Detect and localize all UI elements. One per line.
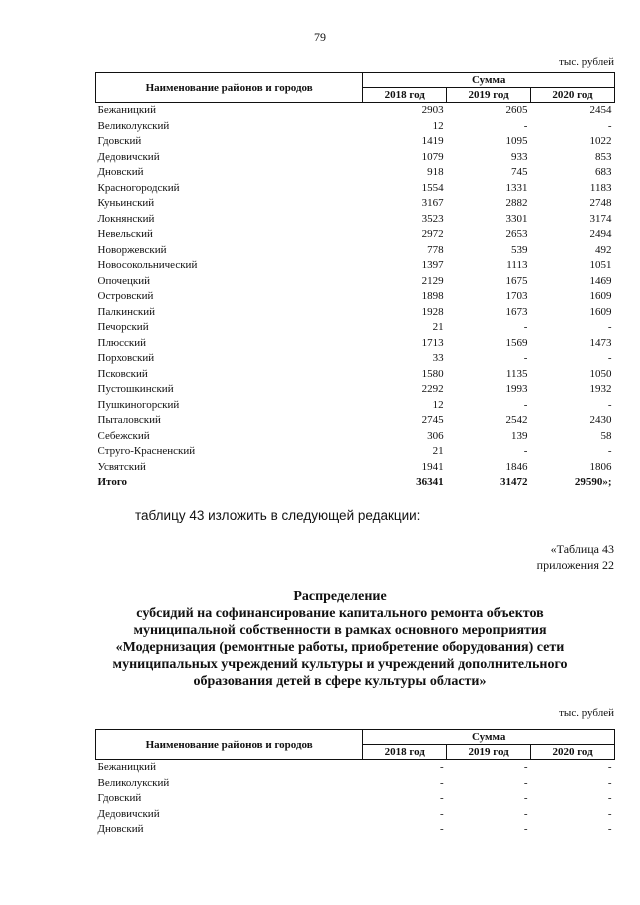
table1-header-year: 2019 год bbox=[447, 88, 531, 103]
district-name: Печорский bbox=[97, 321, 149, 334]
table2-header-year: 2018 год bbox=[363, 745, 447, 760]
amount-cell: 1898 bbox=[421, 290, 444, 303]
district-name: Струго-Красненский bbox=[97, 445, 196, 458]
amount-cell: 2653 bbox=[505, 228, 528, 241]
amount-cell: 1183 bbox=[589, 181, 612, 194]
amount-cell: 1050 bbox=[589, 367, 612, 380]
district-name: Великолукский bbox=[97, 119, 170, 132]
amount-cell: 2745 bbox=[421, 414, 444, 427]
amount-cell: 1928 bbox=[421, 305, 444, 318]
table-row bbox=[96, 444, 615, 460]
district-name: Порховский bbox=[97, 352, 155, 365]
amount-cell: 3523 bbox=[421, 212, 444, 225]
amount-cell: 2454 bbox=[589, 104, 612, 117]
amount-cell: 2292 bbox=[421, 383, 444, 396]
amount-cell: - bbox=[607, 445, 612, 458]
amount-cell: 1022 bbox=[589, 135, 612, 148]
table-row bbox=[96, 382, 615, 398]
amount-cell: - bbox=[607, 352, 612, 365]
table1-body bbox=[96, 103, 615, 491]
table1-header-year: 2018 год bbox=[363, 88, 447, 103]
document-heading bbox=[60, 588, 620, 690]
amount-cell: 778 bbox=[427, 243, 444, 256]
amount-cell: - bbox=[607, 823, 612, 836]
table-row bbox=[96, 150, 615, 166]
total-label: Итого bbox=[97, 476, 128, 489]
district-name: Бежаницкий bbox=[97, 761, 156, 774]
amount-cell: 1993 bbox=[505, 383, 528, 396]
amount-cell: 1569 bbox=[505, 336, 528, 349]
amount-cell: 1397 bbox=[421, 259, 444, 272]
amount-cell: 1473 bbox=[589, 336, 612, 349]
district-name: Новоржевский bbox=[97, 243, 167, 256]
table2-body bbox=[96, 760, 615, 838]
amount-cell: 1846 bbox=[505, 460, 528, 473]
table-row bbox=[96, 822, 615, 838]
amount-cell: - bbox=[523, 807, 528, 820]
table-row bbox=[96, 181, 615, 197]
amount-cell: 2972 bbox=[421, 228, 444, 241]
amount-cell: 1331 bbox=[505, 181, 528, 194]
amount-cell: 2129 bbox=[421, 274, 444, 287]
district-name: Пыталовский bbox=[97, 414, 161, 427]
table-label bbox=[537, 541, 614, 573]
amount-cell: 918 bbox=[427, 166, 444, 179]
district-name: Невельский bbox=[97, 228, 153, 241]
amount-cell: - bbox=[440, 792, 444, 805]
district-name: Усвятский bbox=[97, 460, 146, 473]
amount-cell: - bbox=[607, 119, 612, 132]
table-row bbox=[96, 258, 615, 274]
amount-cell: - bbox=[523, 321, 528, 334]
table-row bbox=[96, 212, 615, 228]
table-row bbox=[96, 398, 615, 414]
amount-cell: 1419 bbox=[421, 135, 444, 148]
table-row bbox=[96, 289, 615, 305]
amount-cell: 21 bbox=[432, 321, 444, 334]
district-name: Плюсский bbox=[97, 336, 147, 349]
amount-cell: - bbox=[523, 823, 528, 836]
amount-cell: - bbox=[523, 119, 528, 132]
district-name: Дедовичский bbox=[97, 807, 160, 820]
amount-cell: - bbox=[523, 761, 528, 774]
amount-cell: 1932 bbox=[589, 383, 612, 396]
heading-line: субсидий на софинансирование капитального ремонта объектов bbox=[136, 606, 544, 621]
total-amount: 31472 bbox=[499, 476, 528, 489]
table1-header-name: Наименование районов и городов bbox=[96, 73, 363, 103]
amount-cell: 3174 bbox=[589, 212, 612, 225]
amount-cell: - bbox=[607, 321, 612, 334]
table-row bbox=[96, 807, 615, 823]
amount-cell: 2430 bbox=[589, 414, 612, 427]
amount-cell: 1469 bbox=[589, 274, 612, 287]
table-row bbox=[96, 134, 615, 150]
amount-cell: 2494 bbox=[589, 228, 612, 241]
table1-header-year: 2020 год bbox=[530, 88, 614, 103]
table-row bbox=[96, 227, 615, 243]
amount-cell: - bbox=[607, 398, 612, 411]
district-name: Куньинский bbox=[97, 197, 155, 210]
table2-header-year: 2019 год bbox=[447, 745, 531, 760]
amount-cell: - bbox=[523, 445, 528, 458]
amount-cell: 1675 bbox=[505, 274, 528, 287]
amount-cell: 1806 bbox=[589, 460, 612, 473]
amount-cell: 3301 bbox=[505, 212, 528, 225]
table-row bbox=[96, 103, 615, 119]
amount-cell: 1554 bbox=[421, 181, 444, 194]
district-name: Новосокольнический bbox=[97, 259, 198, 272]
heading-line: «Модернизация (ремонтные работы, приобретение оборудования) сети bbox=[115, 640, 565, 655]
total-amount: 29590»; bbox=[574, 476, 612, 489]
amount-cell: 933 bbox=[510, 150, 528, 163]
amount-cell: 306 bbox=[427, 429, 444, 442]
amount-cell: - bbox=[440, 823, 444, 836]
table-label-line: «Таблица 43 bbox=[550, 542, 614, 556]
table2-units: тыс. рублей bbox=[559, 707, 614, 719]
amount-cell: 3167 bbox=[421, 197, 444, 210]
table-row bbox=[96, 429, 615, 445]
amount-cell: - bbox=[523, 792, 528, 805]
amount-cell: - bbox=[440, 776, 444, 789]
table-row bbox=[96, 791, 615, 807]
amendment-paragraph: таблицу 43 изложить в следующей редакции: bbox=[135, 508, 421, 523]
district-name: Опочецкий bbox=[97, 274, 150, 287]
amount-cell: - bbox=[440, 761, 444, 774]
total-row bbox=[96, 475, 615, 491]
amount-cell: 139 bbox=[510, 429, 528, 442]
table-row bbox=[96, 351, 615, 367]
amount-cell: 1095 bbox=[505, 135, 528, 148]
table2-header-year: 2020 год bbox=[531, 745, 615, 760]
table-row bbox=[96, 196, 615, 212]
table2 bbox=[95, 729, 615, 838]
amount-cell: 2542 bbox=[505, 414, 528, 427]
amount-cell: 1703 bbox=[505, 290, 528, 303]
amount-cell: 1113 bbox=[506, 259, 528, 272]
heading-line: образования детей в сфере культуры области» bbox=[193, 674, 487, 689]
district-name: Себежский bbox=[97, 429, 150, 442]
heading-line: муниципальных учреждений культуры и учреждений дополнительного bbox=[112, 657, 568, 672]
amount-cell: 683 bbox=[595, 166, 612, 179]
amount-cell: 2903 bbox=[421, 104, 444, 117]
district-name: Великолукский bbox=[97, 776, 170, 789]
district-name: Гдовский bbox=[97, 135, 142, 148]
district-name: Пушкиногорский bbox=[97, 398, 180, 411]
amount-cell: 1609 bbox=[589, 305, 612, 318]
table2-header-name: Наименование районов и городов bbox=[96, 730, 363, 760]
table-row bbox=[96, 274, 615, 290]
amount-cell: 58 bbox=[600, 429, 612, 442]
amount-cell: 33 bbox=[432, 352, 444, 365]
amount-cell: 1713 bbox=[421, 336, 444, 349]
table-row bbox=[96, 165, 615, 181]
district-name: Гдовский bbox=[97, 792, 142, 805]
district-name: Бежаницкий bbox=[97, 104, 156, 117]
table-row bbox=[96, 320, 615, 336]
amount-cell: 1135 bbox=[505, 367, 528, 380]
district-name: Дедовичский bbox=[97, 150, 160, 163]
amount-cell: - bbox=[440, 807, 444, 820]
district-name: Локнянский bbox=[97, 212, 155, 225]
amount-cell: - bbox=[523, 352, 528, 365]
district-name: Островский bbox=[97, 290, 154, 303]
heading-line: Распределение bbox=[293, 589, 387, 604]
amount-cell: 1673 bbox=[505, 305, 528, 318]
table-row bbox=[96, 413, 615, 429]
amount-cell: - bbox=[607, 807, 612, 820]
amount-cell: - bbox=[523, 776, 528, 789]
district-name: Пустошкинский bbox=[97, 383, 174, 396]
amount-cell: 1609 bbox=[589, 290, 612, 303]
amount-cell: 853 bbox=[595, 150, 612, 163]
table-row bbox=[96, 119, 615, 135]
amount-cell: 2882 bbox=[505, 197, 528, 210]
table-row bbox=[96, 305, 615, 321]
district-name: Дновский bbox=[97, 166, 144, 179]
amount-cell: 1580 bbox=[421, 367, 444, 380]
amount-cell: 1079 bbox=[421, 150, 444, 163]
district-name: Дновский bbox=[97, 823, 144, 836]
amount-cell: 2748 bbox=[589, 197, 612, 210]
amount-cell: - bbox=[607, 792, 612, 805]
total-amount: 36341 bbox=[416, 476, 444, 489]
amount-cell: - bbox=[607, 776, 612, 789]
table1-header-sum: Сумма bbox=[363, 73, 615, 88]
table1 bbox=[95, 72, 615, 491]
amount-cell: 745 bbox=[510, 166, 528, 179]
amount-cell: 1051 bbox=[589, 259, 612, 272]
heading-line: муниципальной собственности в рамках основного мероприятия bbox=[133, 623, 547, 638]
table2-header-sum: Сумма bbox=[363, 730, 615, 745]
table-row bbox=[96, 776, 615, 792]
page-number: 79 bbox=[314, 30, 326, 44]
table-row bbox=[96, 367, 615, 383]
table-row bbox=[96, 460, 615, 476]
district-name: Псковский bbox=[97, 367, 148, 380]
amount-cell: 21 bbox=[432, 445, 444, 458]
amount-cell: 12 bbox=[432, 398, 444, 411]
amount-cell: - bbox=[523, 398, 528, 411]
amount-cell: 539 bbox=[510, 243, 528, 256]
table-row bbox=[96, 243, 615, 259]
amount-cell: 492 bbox=[595, 243, 612, 256]
table-row bbox=[96, 760, 615, 776]
district-name: Красногородский bbox=[97, 181, 180, 194]
district-name: Палкинский bbox=[97, 305, 156, 318]
amount-cell: 2605 bbox=[505, 104, 528, 117]
amount-cell: 12 bbox=[432, 119, 444, 132]
table1-units: тыс. рублей bbox=[559, 56, 614, 68]
amount-cell: - bbox=[607, 761, 612, 774]
table-label-line: приложения 22 bbox=[536, 558, 614, 572]
amount-cell: 1941 bbox=[421, 460, 444, 473]
table-row bbox=[96, 336, 615, 352]
